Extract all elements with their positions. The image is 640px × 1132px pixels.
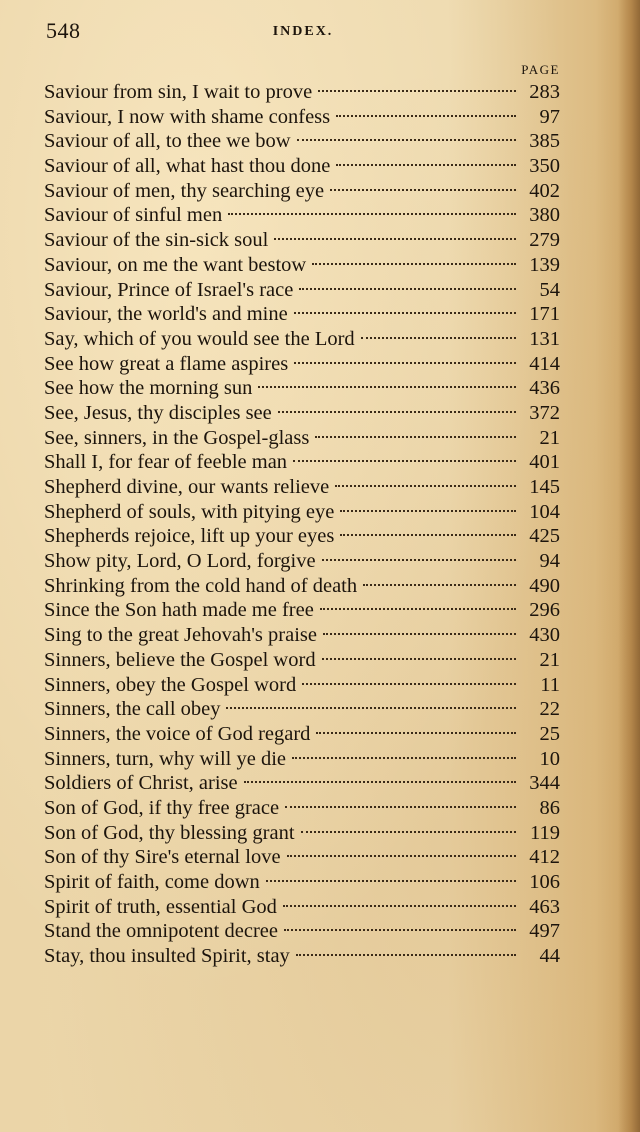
dot-leader [301, 831, 516, 833]
index-entry [44, 919, 560, 944]
entry-title: Saviour of all, to thee we bow [44, 130, 291, 153]
entry-title: Sinners, the voice of God regard [44, 722, 311, 745]
index-entry [44, 450, 560, 475]
entry-page-number: 401 [529, 451, 560, 474]
entry-title: Sinners, the call obey [44, 698, 221, 721]
entry-title: Stand the omnipotent decree [44, 920, 278, 943]
index-entry [44, 278, 560, 303]
dot-leader [336, 164, 516, 166]
entry-title: See, Jesus, thy disciples see [44, 401, 272, 424]
entry-title: Since the Son hath made me free [44, 599, 314, 622]
index-entry [44, 623, 560, 648]
dot-leader [318, 90, 516, 92]
entry-title: Saviour of sinful men [44, 204, 223, 227]
dot-leader [336, 115, 516, 117]
entry-page-number: 119 [530, 821, 560, 844]
dot-leader [312, 263, 516, 265]
index-entry [44, 500, 560, 525]
index-entry [44, 747, 560, 772]
dot-leader [274, 238, 516, 240]
index-entry [44, 302, 560, 327]
page-number: 548 [46, 18, 81, 43]
dot-leader [316, 732, 516, 734]
index-entry [44, 426, 560, 451]
dot-leader [294, 312, 516, 314]
entry-title: Saviour, Prince of Israel's race [44, 278, 294, 301]
entry-title: See, sinners, in the Gospel-glass [44, 426, 310, 449]
entry-page-number: 10 [539, 747, 560, 770]
entry-title: Saviour of all, what hast thou done [44, 155, 331, 178]
entry-title: Saviour of men, thy searching eye [44, 179, 325, 202]
index-entry [44, 129, 560, 154]
entry-title: Shepherd of souls, with pitying eye [44, 500, 335, 523]
dot-leader [283, 905, 516, 907]
dot-leader [226, 707, 516, 709]
entry-title: Son of thy Sire's eternal love [44, 846, 281, 869]
index-entry [44, 722, 560, 747]
dot-leader [292, 757, 516, 759]
index-entry [44, 648, 560, 673]
entry-page-number: 350 [529, 155, 560, 178]
entry-title: Shepherds rejoice, lift up your eyes [44, 525, 335, 548]
dot-leader [285, 806, 516, 808]
entry-title: Saviour from sin, I wait to prove [44, 81, 313, 103]
dot-leader [228, 213, 516, 215]
entry-page-number: 279 [529, 229, 560, 252]
index-entry [44, 203, 560, 228]
index-entry [44, 105, 560, 130]
page-edge-shadow [618, 0, 640, 1132]
dot-leader [335, 485, 516, 487]
index-entry [44, 771, 560, 796]
index-entry [44, 376, 560, 401]
entry-title: Spirit of faith, come down [44, 871, 260, 893]
dot-leader [284, 929, 516, 931]
index-entry [44, 574, 560, 599]
running-head: INDEX. [272, 24, 334, 39]
dot-leader [315, 436, 516, 438]
entry-title: Say, which of you would see the Lord [44, 327, 355, 350]
index-entry [44, 870, 560, 895]
dot-leader [323, 633, 516, 635]
entry-page-number: 139 [529, 253, 560, 276]
index-entry [44, 598, 560, 623]
index-entry [44, 673, 560, 698]
entry-title: Stay, thou insulted Spirit, stay [44, 945, 290, 968]
dot-leader [244, 781, 516, 783]
index-entry [44, 80, 560, 105]
dot-leader [296, 954, 516, 956]
entry-page-number: 414 [529, 352, 560, 375]
index-entry [44, 327, 560, 352]
entry-page-number: 430 [529, 624, 560, 647]
entry-page-number: 25 [539, 722, 560, 745]
dot-leader [293, 460, 516, 462]
index-entry [44, 253, 560, 278]
dot-leader [294, 362, 516, 364]
entry-page-number: 22 [539, 698, 560, 721]
entry-title: Spirit of truth, essential God [44, 895, 277, 918]
entry-page-number: 490 [529, 574, 560, 597]
dot-leader [302, 683, 516, 685]
entry-page-number: 86 [539, 796, 560, 819]
index-entry [44, 895, 560, 920]
dot-leader [322, 559, 516, 561]
entry-title: Sinners, obey the Gospel word [44, 673, 297, 696]
index-entry [44, 821, 560, 846]
entry-page-number: 283 [529, 81, 560, 103]
entry-page-number: 372 [529, 401, 560, 424]
dot-leader [258, 386, 516, 388]
entry-title: Shrinking from the cold hand of death [44, 574, 358, 597]
page-column-heading: PAGE [521, 62, 560, 77]
index-entry [44, 352, 560, 377]
dot-leader [278, 411, 516, 413]
entry-title: Son of God, if thy free grace [44, 796, 280, 819]
entry-page-number: 104 [529, 500, 560, 523]
entry-title: Saviour, on me the want bestow [44, 253, 307, 276]
entry-title: Shall I, for fear of feeble man [44, 451, 288, 474]
entry-title: Saviour, the world's and mine [44, 303, 288, 326]
entry-page-number: 145 [529, 476, 560, 498]
dot-leader [287, 855, 516, 857]
dot-leader [297, 139, 516, 141]
index-entries [44, 80, 560, 969]
entry-title: Sing to the great Jehovah's praise [44, 624, 317, 647]
entry-title: Sinners, believe the Gospel word [44, 648, 316, 671]
entry-title: Saviour of the sin-sick soul [44, 229, 269, 252]
dot-leader [322, 658, 516, 660]
entry-title: Shepherd divine, our wants relieve [44, 476, 330, 498]
index-entry [44, 944, 560, 969]
entry-page-number: 106 [529, 871, 560, 893]
index-entry [44, 179, 560, 204]
entry-page-number: 402 [529, 179, 560, 202]
dot-leader [363, 584, 516, 586]
index-entry [44, 154, 560, 179]
entry-title: Show pity, Lord, O Lord, forgive [44, 550, 316, 573]
entry-title: See how the morning sun [44, 377, 253, 400]
entry-page-number: 44 [539, 945, 560, 968]
dot-leader [330, 189, 516, 191]
entry-page-number: 54 [539, 278, 560, 301]
page-header [46, 18, 560, 46]
index-entry [44, 697, 560, 722]
entry-page-number: 344 [529, 772, 560, 795]
dot-leader [299, 288, 516, 290]
dot-leader [320, 608, 516, 610]
dot-leader [340, 534, 516, 536]
dot-leader [266, 880, 516, 882]
index-entry [44, 524, 560, 549]
index-entry [44, 549, 560, 574]
entry-page-number: 385 [529, 130, 560, 153]
index-entry [44, 796, 560, 821]
entry-title: Saviour, I now with shame confess [44, 105, 331, 128]
entry-page-number: 97 [539, 105, 560, 128]
entry-page-number: 380 [529, 204, 560, 227]
index-entry [44, 401, 560, 426]
entry-page-number: 21 [539, 648, 560, 671]
entry-page-number: 11 [540, 673, 560, 696]
entry-page-number: 296 [529, 599, 560, 622]
entry-page-number: 21 [539, 426, 560, 449]
index-entry [44, 228, 560, 253]
entry-title: Sinners, turn, why will ye die [44, 747, 286, 770]
entry-page-number: 94 [539, 550, 560, 573]
entry-title: See how great a flame aspires [44, 352, 289, 375]
entry-page-number: 171 [529, 303, 560, 326]
entry-title: Son of God, thy blessing grant [44, 821, 295, 844]
index-entry [44, 475, 560, 500]
entry-page-number: 425 [529, 525, 560, 548]
entry-page-number: 412 [529, 846, 560, 869]
entry-title: Soldiers of Christ, arise [44, 772, 238, 795]
entry-page-number: 436 [529, 377, 560, 400]
dot-leader [340, 510, 516, 512]
index-entry [44, 845, 560, 870]
entry-page-number: 463 [529, 895, 560, 918]
entry-page-number: 497 [529, 920, 560, 943]
entry-page-number: 131 [529, 327, 560, 350]
dot-leader [361, 337, 516, 339]
